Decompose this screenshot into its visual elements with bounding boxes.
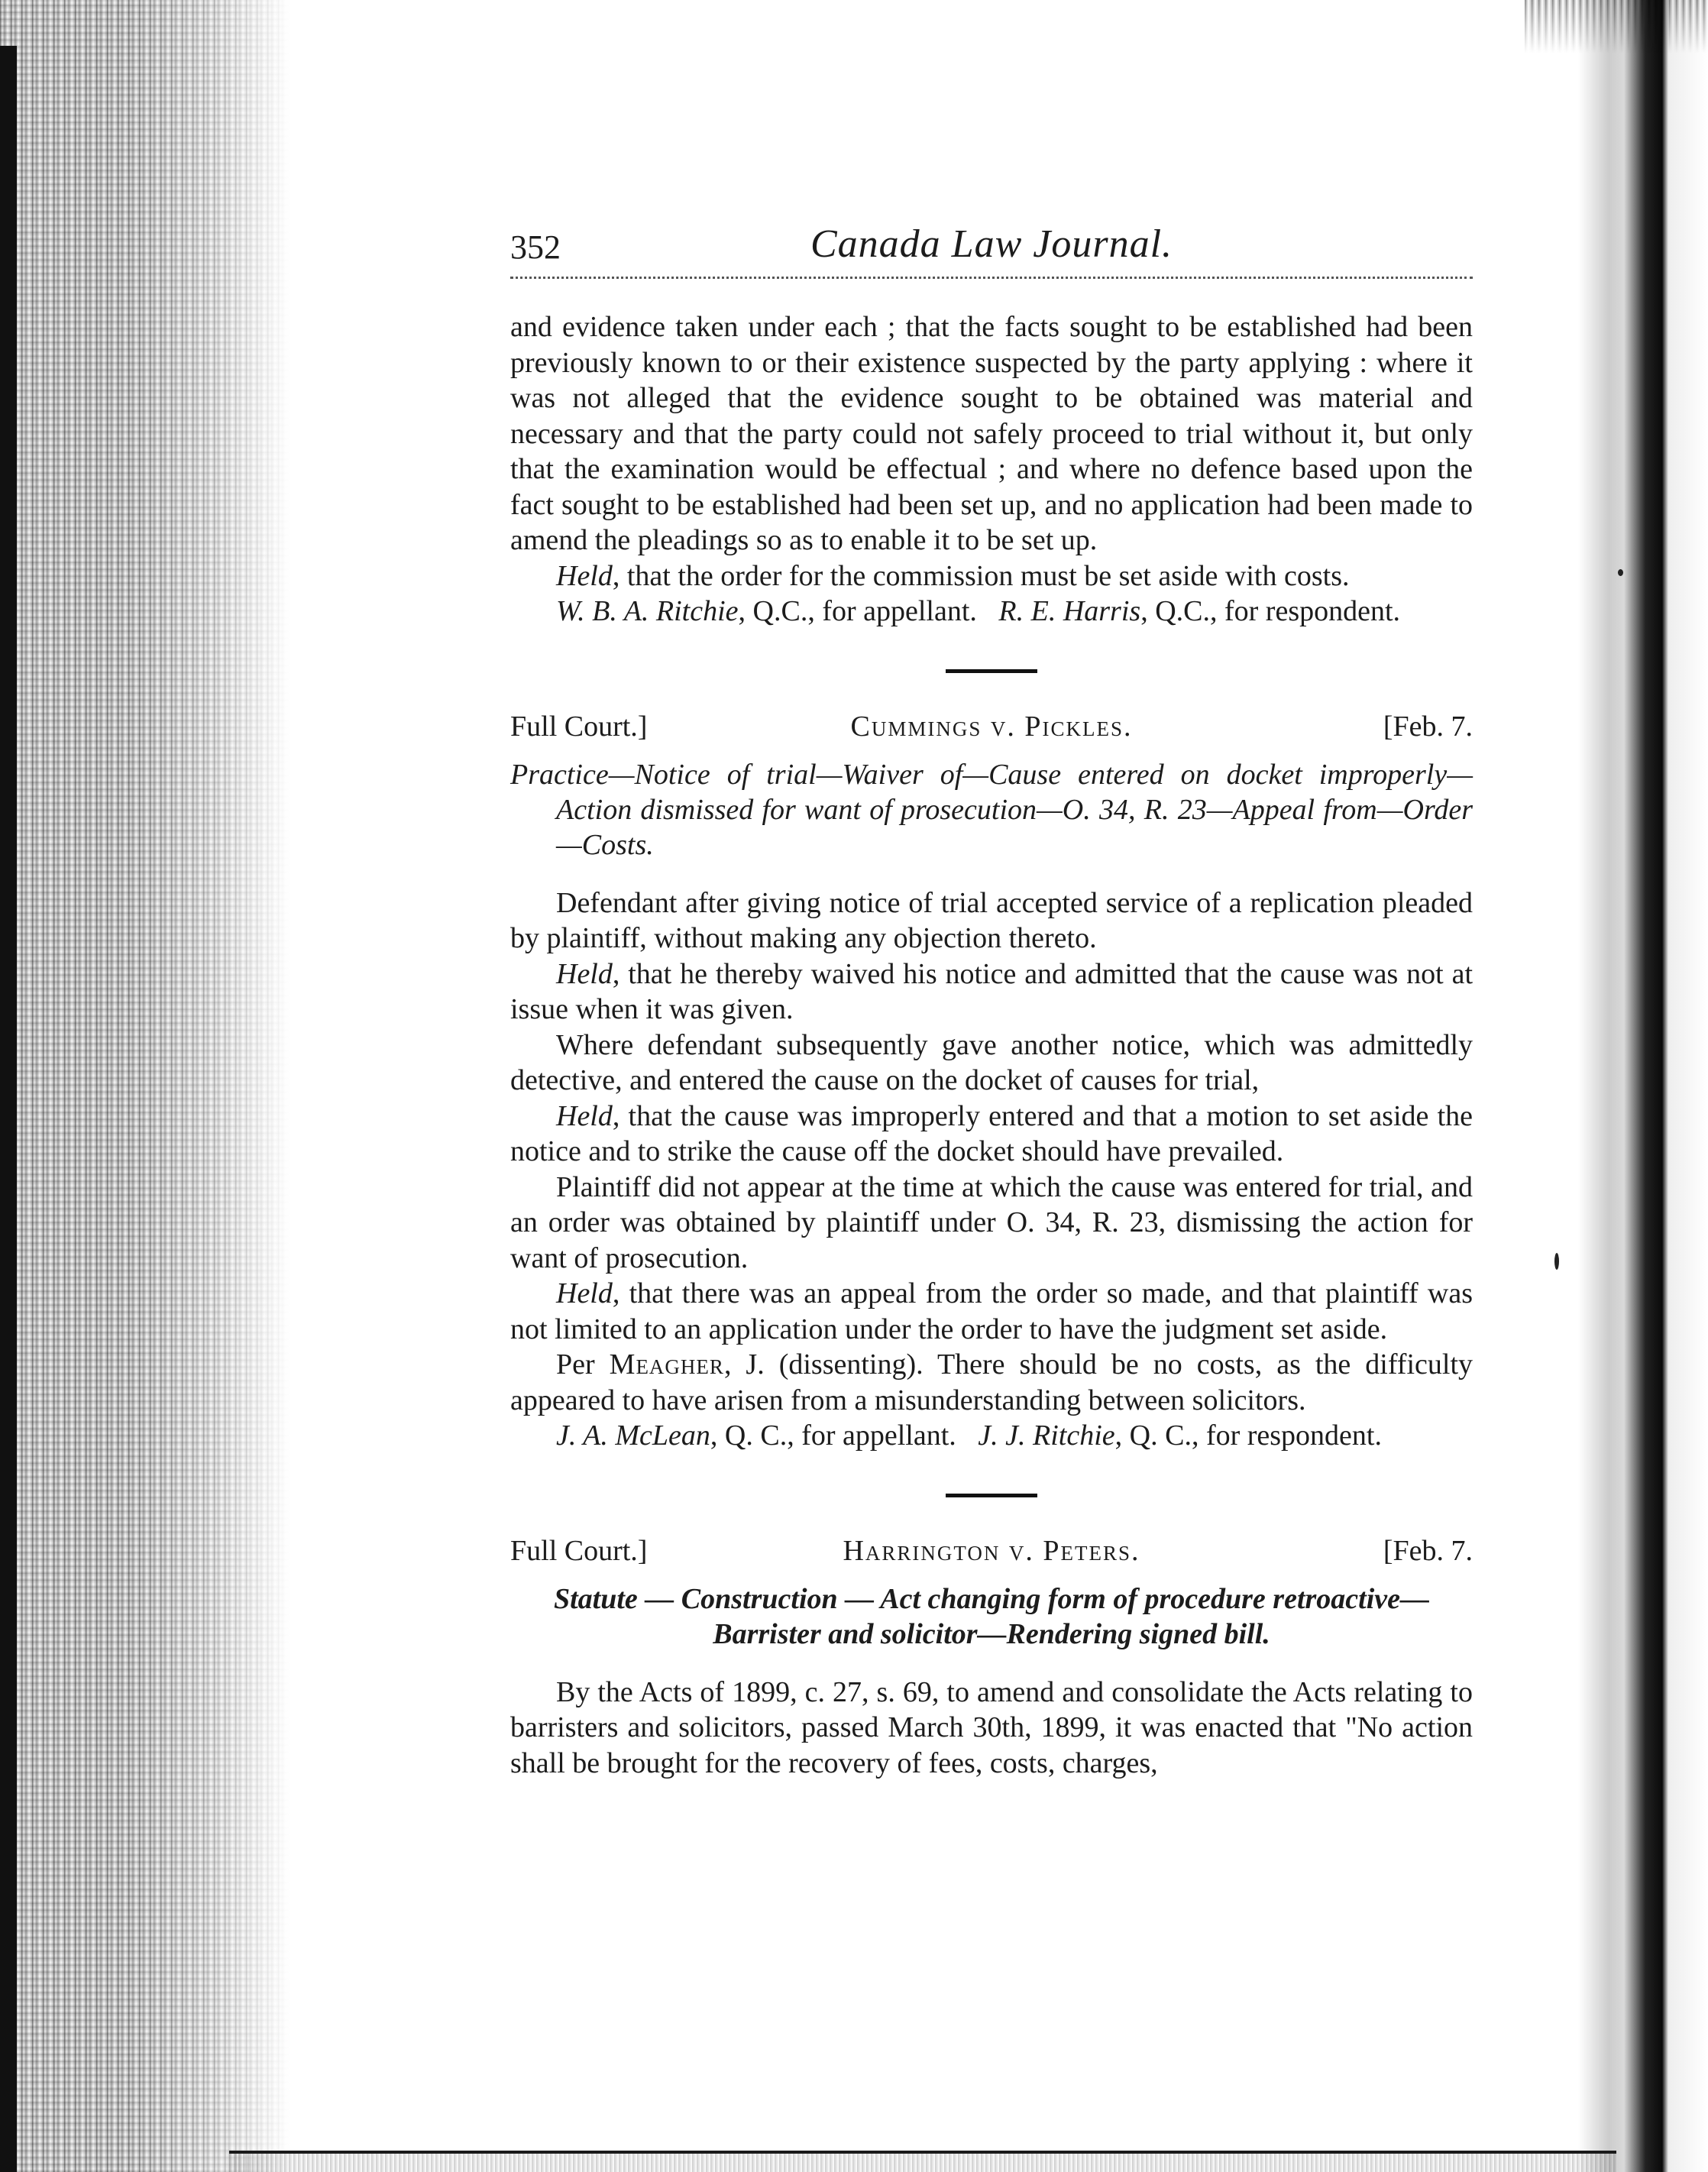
case-headnote-line: Barrister and solicitor—Rendering signed bill. [713, 1617, 1270, 1650]
held-text: , that the order for the commission must be set aside with costs. [612, 559, 1350, 592]
speck-mark [1554, 1253, 1559, 1270]
case-headnote [510, 757, 1473, 863]
binding-shadow [0, 46, 17, 2172]
journal-title: Canada Law Journal. [810, 222, 1173, 266]
running-head [510, 222, 1473, 272]
previous-case-continuation [510, 309, 1473, 630]
case-court: Full Court.] [510, 710, 648, 743]
held-word: Held [556, 1277, 613, 1309]
case-cummings-v-pickles [510, 710, 1473, 1454]
held-text: , that the cause was improperly entered and that a motion to set aside the notice and to strike the cause off the docket should have prevailed. [510, 1099, 1473, 1167]
case-paragraph: By the Acts of 1899, c. 27, s. 69, to amend and consolidate the Acts relating to barristers and solicitors, passed March 30th, 1899, it was enacted that "No action shall be brought for the recovery of fees, costs, charges, [510, 1675, 1473, 1779]
case-paragraph: Plaintiff did not appear at the time at which the cause was entered for trial, and an order was obtained by plaintiff under O. 34, R. 23, dismissing the action for want of prosecution. [510, 1170, 1473, 1274]
speck-mark [1618, 569, 1623, 576]
right-page-edge [1578, 0, 1708, 2172]
header-rule [510, 277, 1473, 279]
held-word: Held [556, 957, 613, 990]
case-heading [510, 710, 1473, 749]
held-text: , that there was an appeal from the order so made, and that plaintiff was not limited to an application under the order to have the judgment set aside. [510, 1277, 1473, 1345]
counsel-paragraph [510, 594, 1473, 630]
section-divider [946, 1494, 1037, 1497]
held-text: , that he thereby waived his notice and admitted that the cause was not at issue when it was given. [510, 957, 1473, 1025]
book-binding-edge [0, 0, 290, 2172]
held-paragraph [510, 1099, 1473, 1170]
case-heading [510, 1534, 1473, 1574]
case-title: Cummings v. Pickles. [850, 710, 1133, 743]
case-court: Full Court.] [510, 1534, 648, 1567]
counsel-name: W. B. A. Ritchie [556, 595, 739, 627]
headnote-text: Practice—Notice of trial—Waiver of—Cause entered on docket improperly—Action dismissed for want of prosecution—O. 34, R. 23—Appeal from—Order—Costs. [510, 758, 1473, 861]
case-paragraph: Defendant after giving notice of trial accepted service of a replication pleaded by plaintiff, without making any objection thereto. [510, 886, 1473, 954]
held-paragraph [510, 957, 1473, 1028]
dissent-paragraph [510, 1347, 1473, 1418]
bottom-page-edge [229, 2151, 1616, 2172]
case-date: [Feb. 7. [1383, 710, 1473, 743]
held-paragraph [510, 558, 1473, 594]
counsel-role: , Q.C., for appellant. [738, 595, 977, 627]
case-date: [Feb. 7. [1383, 1534, 1473, 1567]
counsel-name: J. J. Ritchie [978, 1419, 1115, 1452]
case-title: Harrington v. Peters. [843, 1534, 1140, 1567]
dissent-text: , J. (dissenting). There should be no costs, as the difficulty appeared to have arisen from a misunderstanding between solicitors. [510, 1348, 1473, 1416]
counsel-name: R. E. Harris [998, 595, 1141, 627]
case-paragraph: Where defendant subsequently gave another notice, which was admittedly detective, and entered the cause on the docket of causes for trial, [510, 1028, 1473, 1096]
counsel-paragraph [510, 1418, 1473, 1454]
case-headnote-line: Statute — Construction — Act changing form of procedure retroactive— [553, 1582, 1430, 1615]
held-word: Held [556, 1099, 613, 1132]
page-number: 352 [510, 228, 561, 266]
per-prefix: Per [556, 1348, 595, 1381]
journal-page [510, 222, 1473, 1781]
held-word: Held [556, 559, 613, 592]
case-harrington-v-peters [510, 1534, 1473, 1782]
counsel-role: , Q.C., for respondent. [1140, 595, 1401, 627]
continuation-paragraph: and evidence taken under each ; that the facts sought to be established had been previously known to or their existence suspected by the party applying : where it was not alleged that the evidence sought to be obtained was material and necessary and that the party could not safely proceed to trial without it, but only that the examination would be effectual ; and where no defence based upon the fact sought to be established had been set up, and no application had been made to amend the pleadings so as to enable it to be set up. [510, 311, 1473, 556]
section-divider [946, 669, 1037, 673]
judge-name: Meagher [609, 1348, 724, 1381]
counsel-role: , Q. C., for respondent. [1114, 1419, 1382, 1452]
right-page-edge-top [1525, 0, 1708, 53]
counsel-role: , Q. C., for appellant. [710, 1419, 956, 1452]
held-paragraph [510, 1276, 1473, 1347]
counsel-name: J. A. McLean [556, 1419, 710, 1452]
